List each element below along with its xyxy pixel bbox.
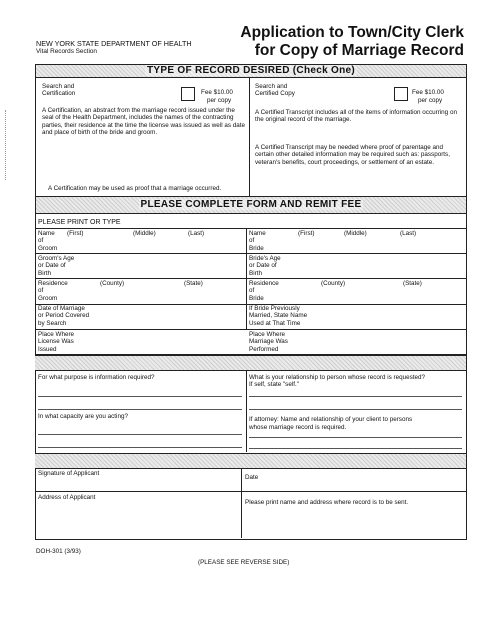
- attorney-question-2: whose marriage record is required.: [249, 424, 347, 431]
- marriage-date-label-3: by Search: [38, 319, 67, 327]
- applicant-address-label: Address of Applicant: [38, 494, 96, 501]
- attorney-answer-line-1[interactable]: [249, 437, 462, 438]
- bride-age-label-3: Birth: [249, 269, 262, 277]
- marriage-place-label-2: Marriage Was: [249, 338, 288, 346]
- option-certified-copy-label-1: Search and: [255, 83, 288, 90]
- marriage-place-field[interactable]: [249, 331, 463, 353]
- bride-last-label: (Last): [400, 230, 417, 237]
- form-title-line2: for Copy of Marriage Record: [254, 42, 464, 59]
- option-certified-copy-label-2: Certified Copy: [255, 90, 295, 97]
- bride-name-field[interactable]: [249, 230, 463, 252]
- bride-first-label: (First): [298, 230, 315, 237]
- groom-residence-field[interactable]: [38, 280, 243, 302]
- bride-county-label: (County): [321, 280, 346, 287]
- form-band-title: PLEASE COMPLETE FORM AND REMIT FEE: [140, 199, 362, 210]
- groom-last-label: (Last): [188, 230, 205, 237]
- bride-residence-label-3: Bride: [249, 294, 264, 302]
- bride-name-label-3: Bride: [249, 244, 264, 252]
- bride-middle-label: (Middle): [344, 230, 367, 237]
- capacity-answer-line-1[interactable]: [38, 434, 242, 435]
- certification-description: A Certification, an abstract from the marriage record issued under the seal of the Health Department, includes the names of the contracting parties, their residence at the time the license was issued as well as date and place of birth of the bride and groom.: [42, 107, 246, 137]
- section-name: Vital Records Section: [36, 48, 97, 55]
- groom-age-label-1: Groom's Age: [38, 255, 75, 262]
- license-place-label-1: Place Where: [38, 331, 75, 338]
- bride-residence-field[interactable]: [249, 280, 463, 302]
- attorney-question: If attorney: Name and relationship of your client to persons: [249, 416, 413, 423]
- relationship-answer-line-2[interactable]: [249, 409, 462, 410]
- purpose-answer-line-1[interactable]: [38, 396, 242, 397]
- mailing-address-field[interactable]: [245, 499, 463, 536]
- purpose-answer-line-2[interactable]: [38, 409, 242, 410]
- license-place-label-3: Issued: [38, 345, 57, 353]
- bride-age-label-2: or Date of: [249, 262, 277, 270]
- margin-perforation: [5, 110, 6, 180]
- reverse-side-note: (PLEASE SEE REVERSE SIDE): [198, 559, 290, 566]
- certification-checkbox[interactable]: [181, 87, 195, 101]
- certification-usage: A Certification may be used as proof that a marriage occurred.: [48, 185, 222, 192]
- bride-age-label-1: Bride's Age: [249, 255, 281, 262]
- certified-copy-fee: Fee $10.00: [412, 89, 444, 96]
- groom-first-label: (First): [67, 230, 84, 237]
- bride-state-label: (State): [403, 280, 422, 287]
- relationship-answer-line-1[interactable]: [249, 396, 462, 397]
- groom-name-label-1: Name: [38, 230, 55, 237]
- groom-middle-label: (Middle): [133, 230, 156, 237]
- purpose-question: For what purpose is information required?: [38, 374, 155, 381]
- form-band: [36, 197, 466, 214]
- separator-band-2: [35, 453, 466, 469]
- capacity-answer-line-2[interactable]: [38, 447, 242, 448]
- relationship-note: If self, state "self.": [249, 381, 299, 388]
- groom-name-label-2: of: [38, 237, 44, 245]
- groom-age-field[interactable]: [38, 255, 243, 277]
- groom-age-label-2: or Date of: [38, 262, 66, 270]
- groom-residence-label-3: Groom: [38, 294, 58, 302]
- mailing-address-label: Please print name and address where record is to be sent.: [245, 499, 409, 506]
- certification-fee: Fee $10.00: [201, 89, 233, 96]
- form-number: DOH-301 (3/93): [36, 548, 81, 555]
- groom-county-label: (County): [100, 280, 125, 287]
- record-type-divider: [249, 78, 250, 209]
- signature-label: Signature of Applicant: [38, 470, 100, 477]
- applicant-address-field[interactable]: [38, 494, 238, 536]
- bride-previous-label-2: Married, State Name: [249, 312, 308, 320]
- bride-age-field[interactable]: [249, 255, 463, 277]
- marriage-date-field[interactable]: [38, 305, 243, 327]
- certified-transcript-usage: A Certified Transcript may be needed where proof of parentage and certain other detailed information may be required such as: passports, veteran's benefits, court proceedings, or settlement of an estate.: [255, 144, 450, 166]
- groom-state-label: (State): [184, 280, 203, 287]
- certified-transcript-description: A Certified Transcript includes all of the items of information occurring on the original record of the marriage.: [255, 109, 457, 124]
- groom-residence-label-2: of: [38, 287, 44, 295]
- form-title-line1: Application to Town/City Clerk: [240, 24, 464, 41]
- marriage-place-label-3: Performed: [249, 345, 279, 353]
- record-type-title: TYPE OF RECORD DESIRED (Check One): [146, 65, 355, 76]
- date-label: Date: [245, 474, 259, 481]
- license-place-field[interactable]: [38, 331, 243, 353]
- groom-age-label-3: Birth: [38, 269, 51, 277]
- attorney-answer-line-2[interactable]: [249, 448, 462, 449]
- option-certification-label-2: Certification: [42, 90, 76, 97]
- relationship-question: What is your relationship to person whose record is requested?: [249, 374, 426, 381]
- date-field[interactable]: [245, 474, 460, 490]
- marriage-date-label-1: Date of Marriage: [38, 305, 85, 312]
- bride-name-label-1: Name: [249, 230, 266, 237]
- capacity-question: In what capacity are you acting?: [38, 413, 128, 420]
- bride-previous-label-3: Used at That Time: [249, 319, 301, 327]
- groom-name-label-3: Groom: [38, 244, 58, 252]
- marriage-date-label-2: or Period Covered: [38, 312, 90, 320]
- record-type-section: [35, 64, 467, 210]
- certified-copy-fee-unit: per copy: [418, 97, 443, 104]
- record-type-band: [36, 65, 466, 78]
- bride-residence-label-2: of: [249, 287, 255, 295]
- groom-name-field[interactable]: [38, 230, 243, 252]
- license-place-label-2: License Was: [38, 338, 74, 346]
- print-instruction: PLEASE PRINT OR TYPE: [38, 219, 121, 226]
- separator-band-1: [35, 355, 466, 371]
- signature-field[interactable]: [38, 470, 238, 490]
- bride-name-label-2: of: [249, 237, 255, 245]
- department-name: NEW YORK STATE DEPARTMENT OF HEALTH: [36, 39, 192, 48]
- groom-residence-label-1: Residence: [38, 280, 68, 287]
- marriage-place-label-1: Place Where: [249, 331, 286, 338]
- bride-residence-label-1: Residence: [249, 280, 279, 287]
- certified-copy-checkbox[interactable]: [394, 87, 408, 101]
- option-certification-label-1: Search and: [42, 83, 75, 90]
- certification-fee-unit: per copy: [207, 97, 232, 104]
- bride-previous-label-1: If Bride Previously: [249, 305, 300, 312]
- bride-previous-name-field[interactable]: [249, 305, 463, 327]
